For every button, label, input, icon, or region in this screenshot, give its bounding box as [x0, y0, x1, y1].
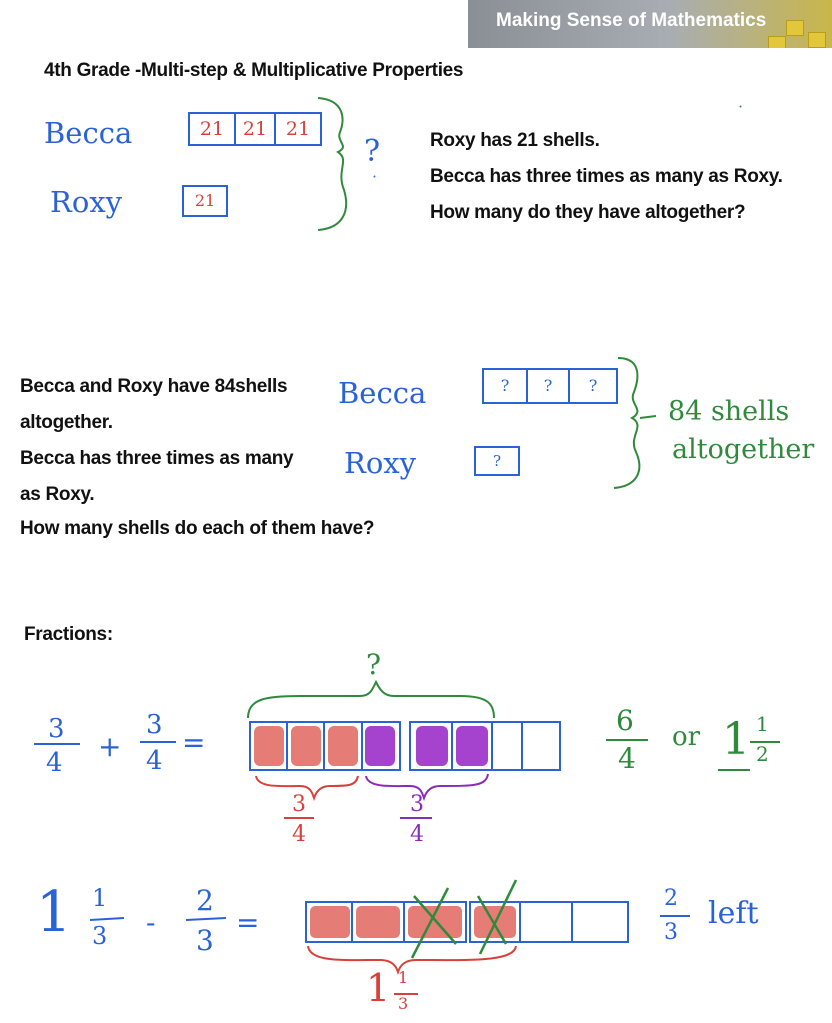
shaded-cell — [365, 726, 395, 766]
fraction-denominator: 4 — [410, 822, 424, 847]
tape-cell: ? — [528, 370, 570, 402]
curly-brace — [614, 358, 639, 488]
fraction-bar — [90, 918, 124, 920]
tape-cell: 21 — [194, 191, 216, 210]
shaded-cell — [456, 726, 488, 766]
curly-brace — [318, 98, 346, 230]
fraction-numerator: 3 — [410, 792, 424, 817]
answer-numerator: 1 — [756, 712, 769, 736]
roxy-label: Roxy — [50, 185, 123, 219]
problem-line: Becca and Roxy have 84shells — [20, 376, 288, 397]
fraction-numerator: 1 — [398, 968, 409, 987]
fraction-numerator: 3 — [146, 710, 163, 740]
mixed-whole: 1 — [36, 880, 72, 945]
curly-brace — [248, 682, 494, 718]
mixed-whole: 1 — [366, 966, 391, 1010]
answer-word: left — [708, 896, 759, 931]
ink-dot — [374, 176, 375, 177]
fraction-numerator: 2 — [196, 884, 214, 917]
minus-sign: - — [146, 906, 156, 939]
becca-label: Becca — [338, 376, 427, 410]
shaded-cell — [356, 906, 400, 938]
tape-cell: 21 — [190, 114, 236, 144]
ink-dot — [740, 106, 741, 107]
fractions-heading: Fractions: — [24, 624, 113, 645]
unknown-mark: ? — [366, 648, 382, 681]
tape-cell: 21 — [236, 114, 276, 144]
fraction-strip-1 — [250, 722, 560, 770]
equals-sign: = — [182, 726, 206, 759]
answer-numerator: 2 — [664, 886, 678, 911]
curly-brace — [256, 776, 358, 798]
answer-denominator: 3 — [664, 920, 678, 945]
equals-sign: = — [236, 906, 260, 939]
shaded-cell — [291, 726, 321, 766]
fraction-numerator: 3 — [292, 792, 306, 817]
fraction-numerator: 1 — [92, 884, 108, 912]
curly-brace — [366, 774, 488, 798]
problem-line: Roxy has 21 shells. — [430, 130, 600, 151]
fraction-denominator: 4 — [46, 748, 63, 778]
fraction-denominator: 3 — [398, 994, 409, 1013]
shaded-cell — [310, 906, 350, 938]
page-heading: 4th Grade -Multi-step & Multiplicative Properties — [44, 60, 464, 81]
problem-line: as Roxy. — [20, 484, 95, 505]
shaded-cell — [328, 726, 358, 766]
answer-whole: 1 — [722, 714, 750, 765]
total-note: altogether — [672, 434, 815, 465]
unknown-mark: ? — [364, 134, 381, 169]
banner-title: Making Sense of Mathematics — [496, 10, 767, 31]
fraction-denominator: 3 — [196, 924, 214, 957]
shaded-cell — [416, 726, 448, 766]
fraction-denominator: 4 — [292, 822, 306, 847]
answer-numerator: 6 — [616, 704, 634, 737]
fraction-numerator: 3 — [48, 714, 65, 744]
tape-cell: ? — [588, 376, 598, 395]
total-note: 84 shells — [668, 396, 790, 427]
curly-brace — [308, 946, 516, 972]
fraction-strip-2 — [306, 902, 628, 942]
answer-denominator: 4 — [618, 742, 636, 775]
problem-line: How many shells do each of them have? — [20, 518, 375, 539]
roxy-label: Roxy — [344, 446, 417, 480]
plus-sign: + — [98, 730, 122, 763]
tape-cell: ? — [484, 370, 528, 402]
problem-line: How many do they have altogether? — [430, 202, 746, 223]
tape-cell: 21 — [285, 118, 311, 140]
problem-line: Becca has three times as many — [20, 448, 294, 469]
tape-cell: ? — [492, 452, 502, 470]
problem-line: altogether. — [20, 412, 113, 433]
shaded-cell — [254, 726, 284, 766]
answer-or: or — [672, 722, 701, 752]
problem-line: Becca has three times as many as Roxy. — [430, 166, 783, 187]
fraction-bar — [186, 918, 226, 920]
fraction-denominator: 4 — [146, 746, 163, 776]
fraction-denominator: 3 — [92, 922, 108, 950]
becca-label: Becca — [44, 116, 133, 150]
answer-denominator: 2 — [756, 742, 769, 766]
dash — [640, 416, 656, 418]
